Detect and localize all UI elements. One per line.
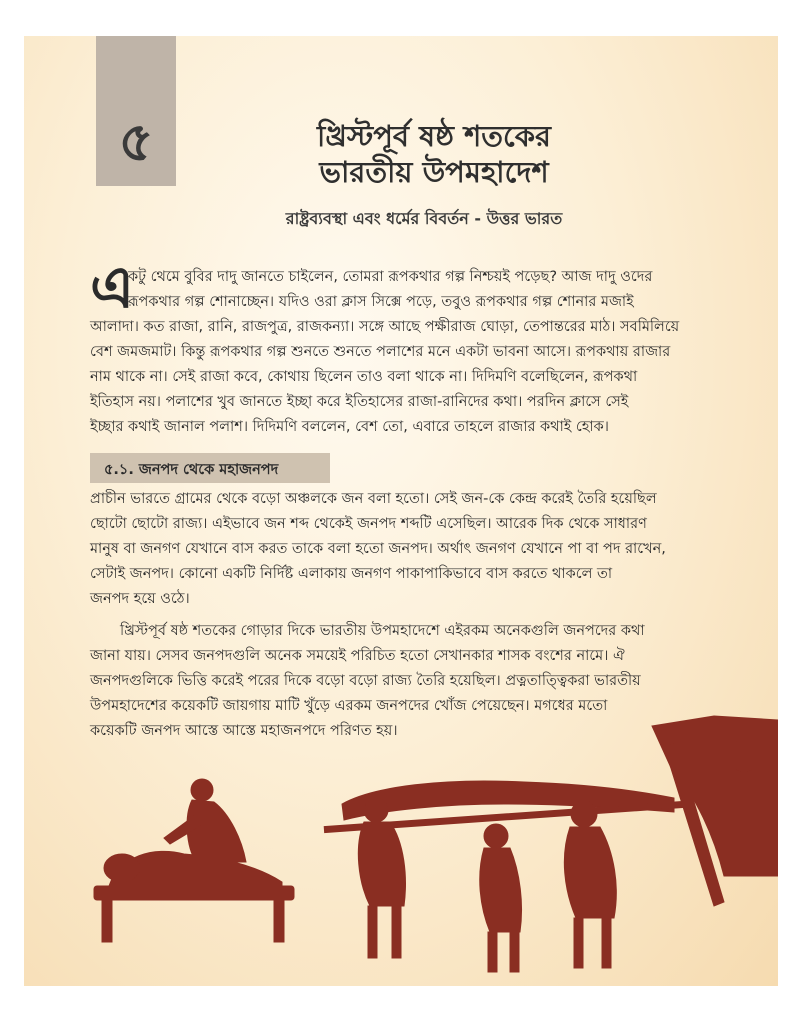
intro-line: ইচ্ছার কথাই জানাল পলাশ। দিদিমণি বললেন, বেশ তো, এবারে তাহলে রাজার কথাই হোক।: [90, 419, 609, 435]
section-line: সেটাই জনপদ। কোনো একটি নির্দিষ্ট এলাকায় জনগণ পাকাপাকিভাবে বাস করতে থাকলে তা: [90, 566, 613, 582]
section-line: জনপদ হয়ে ওঠে।: [90, 591, 190, 607]
chapter-title-line-2: ভারতীয় উপমহাদেশ: [319, 155, 549, 189]
chapter-number: ৫: [118, 110, 154, 173]
section-line: খ্রিস্টপূর্ব ষষ্ঠ শতকের গোড়ার দিকে ভারতীয় উপমহাদেশে এইরকম অনেকগুলি জনপদের কথা: [120, 623, 645, 639]
section-line: জনপদগুলিকে ভিত্তি করেই পরের দিকে বড়ো বড়ো রাজ্য তৈরি হয়েছিল। প্রত্নতাত্ত্বিকরা ভারতীয়: [90, 673, 641, 689]
funeral-procession-illustration: [24, 686, 778, 986]
stretcher-bearers: [324, 781, 684, 972]
intro-line: আলাদা। কত রাজা, রানি, রাজপুত্র, রাজকন্যা। সঙ্গে আছে পক্ষীরাজ ঘোড়া, তেপান্তরের মাঠ। সবমিলিয়ে: [90, 319, 680, 335]
chapter-title-line-1: খ্রিস্টপূর্ব ষষ্ঠ শতকের: [317, 119, 551, 153]
section-heading-bar: [90, 453, 330, 483]
chapter-subtitle: রাষ্ট্রব্যবস্থা এবং ধর্মের বিবর্তন - উত্তর ভারত: [285, 209, 563, 228]
section-line: প্রাচীন ভারতে গ্রামের থেকে বড়ো অঞ্চলকে জন বলা হতো। সেই জন-কে কেন্দ্র করেই তৈরি হয়েছিল: [90, 491, 657, 507]
intro-line: বেশ জমজমাট। কিন্তু রূপকথার গল্প শুনতে শুনতে পলাশের মনে একটা ভাবনা আসে। রূপকথায় রাজার: [90, 344, 671, 360]
section-heading: ৫.১. জনপদ থেকে মহাজনপদ: [104, 462, 279, 478]
intro-line: নাম থাকে না। সেই রাজা কবে, কোথায় ছিলেন তাও বলা থাকে না। দিদিমণি বলেছিলেন, রূপকথা: [90, 369, 638, 385]
intro-line: কটু থেমে বুবির দাদু জানতে চাইলেন, তোমরা রূপকথার গল্প নিশ্চয়ই পড়েছ? আজ দাদু ওদের: [128, 269, 653, 285]
reclining-figure-on-bed: [94, 779, 294, 942]
section-line: কয়েকটি জনপদ আস্তে আস্তে মহাজনপদে পরিণত হয়।: [90, 723, 398, 739]
section-line: জানা যায়। সেসব জনপদগুলি অনেক সময়েই পরিচিত হতো সেখানকার শাসক বংশের নামে। ঐ: [90, 648, 625, 664]
section-line: উপমহাদেশের কয়েকটি জায়গায় মাটি খুঁড়ে এরকম জনপদের খোঁজ পেয়েছেন। মগধের মতো: [90, 698, 608, 714]
textbook-page: [24, 36, 778, 986]
intro-line: ইতিহাস নয়। পলাশের খুব জানতে ইচ্ছা করে ইতিহাসের রাজা-রানিদের কথা। পরদিন ক্লাসে সেই: [90, 394, 629, 410]
intro-line: রূপকথার গল্প শোনাচ্ছেন। যদিও ওরা ক্লাস সিক্সে পড়ে, তবুও রূপকথার গল্প শোনার মজাই: [128, 294, 634, 310]
drop-cap: এ: [90, 253, 135, 321]
chapter-number-box: [96, 36, 176, 186]
section-line: মানুষ বা জনগণ যেখানে বাস করত তাকে বলা হতো জনপদ। অর্থাৎ জনগণ যেখানে পা বা পদ রাখেন,: [90, 541, 666, 557]
section-line: ছোটো ছোটো রাজ্য। এইভাবে জন শব্দ থেকেই জনপদ শব্দটি এসেছিল। আরেক দিক থেকে সাধারণ: [90, 516, 647, 532]
